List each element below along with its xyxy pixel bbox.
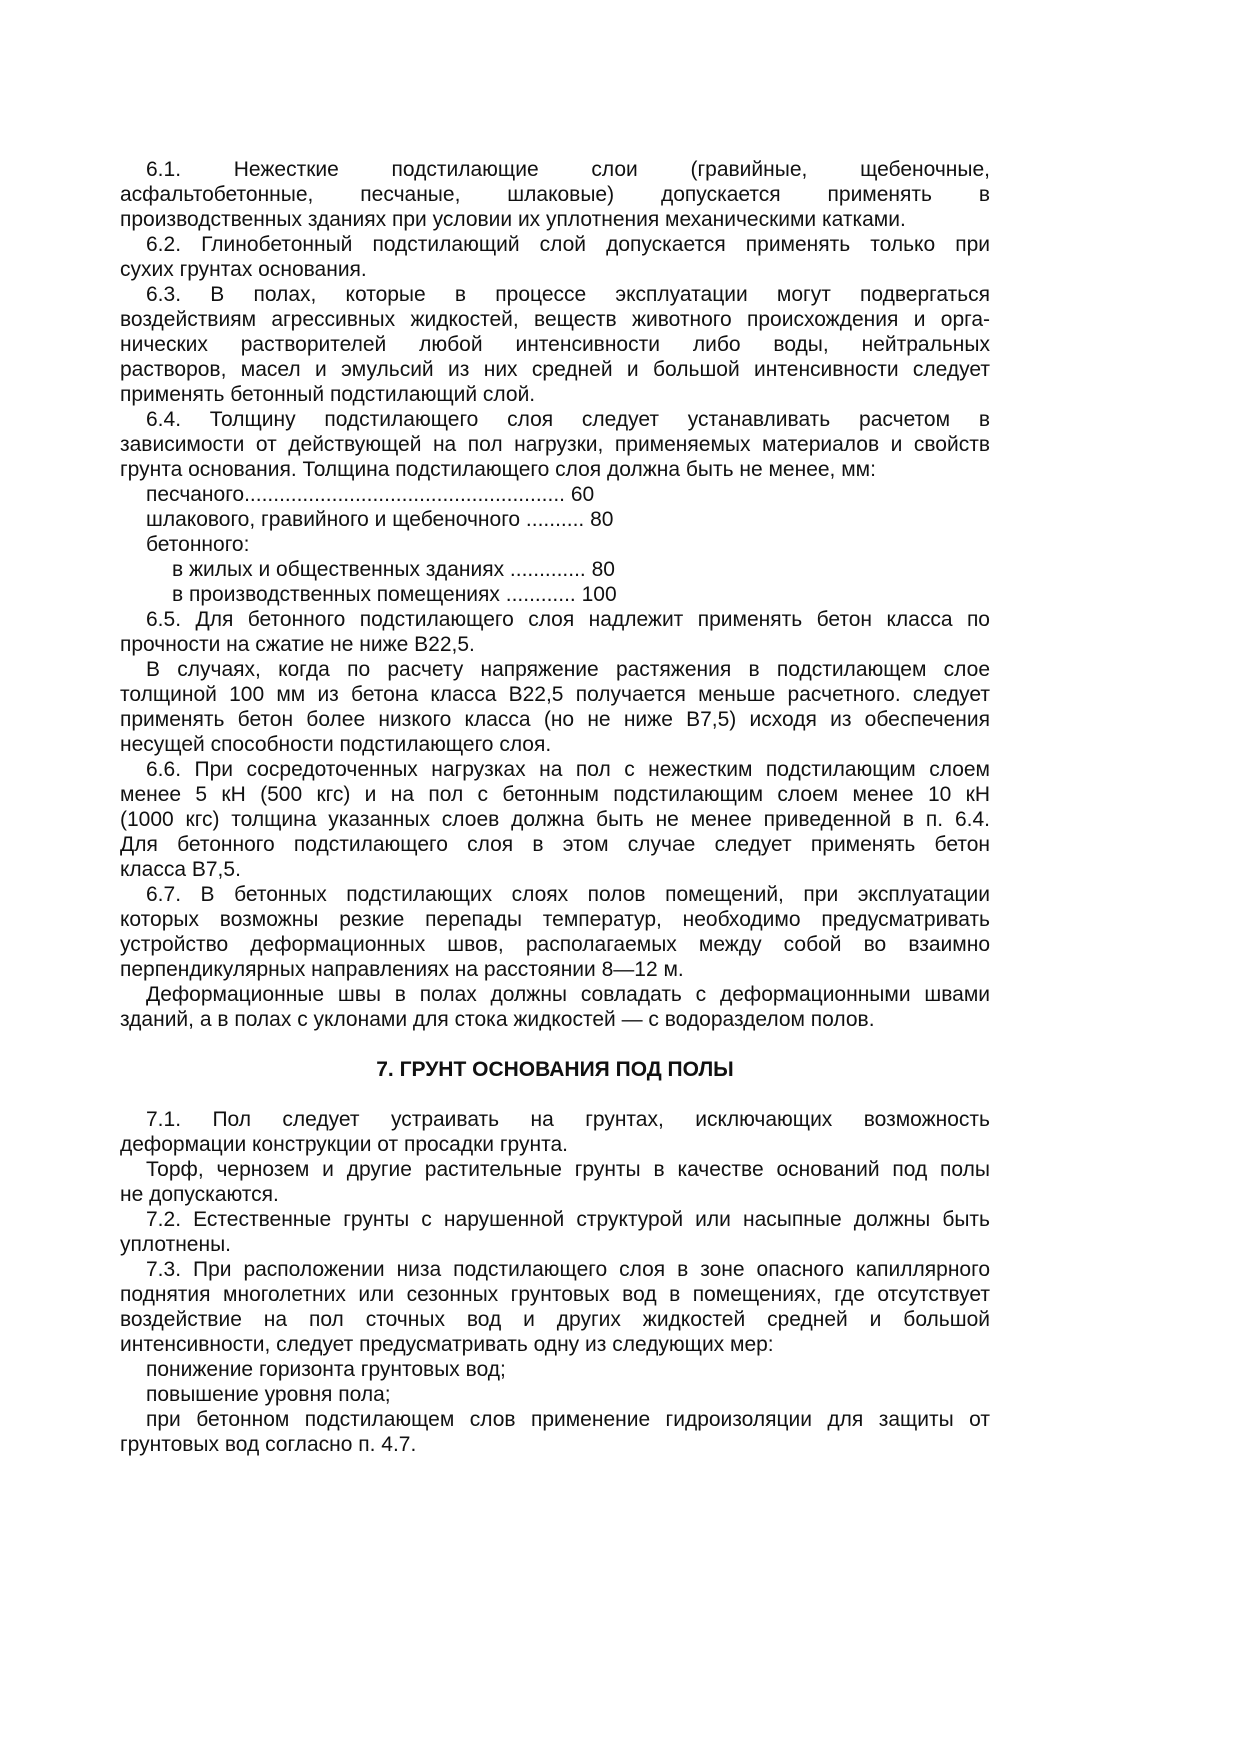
text-line: грунта основания. Толщина подстилающего слоя должна быть не менее, мм: [120, 458, 876, 481]
text-line: 7.1. Пол следует устраивать на грунтах, исключающих возможность [146, 1108, 990, 1131]
list-item [120, 482, 990, 507]
text-line: 6.7. В бетонных подстилающих слоях полов помещений, при эксплуатации [146, 883, 990, 906]
text-line: 7.3. При расположении низа подстилающего слоя в зоне опасного капиллярного [146, 1258, 990, 1281]
list-item [120, 532, 990, 557]
text-line: несущей способности подстилающего слоя. [120, 733, 552, 756]
text-line: растворов, масел и эмульсий из них средней и большой интенсивности следует [120, 358, 990, 381]
text-line: интенсивности, следует предусматривать одну из следующих мер: [120, 1333, 774, 1356]
text-line: 6.3. В полах, которые в процессе эксплуатации могут подвергаться [146, 283, 990, 306]
text-line: производственных зданиях при условии их уплотнения механическими катками. [120, 208, 906, 231]
section-6 [120, 157, 990, 1032]
text-line: 6.1. Нежесткие подстилающие слои (гравийные, щебеночные, [146, 158, 990, 181]
text-line: 6.2. Глинобетонный подстилающий слой допускается применять только при [146, 233, 990, 256]
text-line: 7.2. Естественные грунты с нарушенной структурой или насыпные должны быть [146, 1208, 990, 1231]
section-7-heading: 7. ГРУНТ ОСНОВАНИЯ ПОД ПОЛЫ [376, 1058, 734, 1081]
text-line: перпендикулярных направлениях на расстоянии 8—12 м. [120, 958, 684, 981]
text-line: менее 5 кН (500 кгс) и на пол с бетонным подстилающим слоем менее 10 кН [120, 783, 990, 806]
paragraph [120, 282, 990, 407]
paragraph [120, 607, 990, 657]
text-line: 6.6. При сосредоточенных нагрузках на пол с нежестким подстилающим слоем [146, 758, 990, 781]
section-7 [120, 1107, 990, 1457]
text-line: песчаного....................................................... 60 [146, 483, 595, 506]
paragraph [120, 1107, 990, 1157]
paragraph [120, 407, 990, 482]
text-line: поднятия многолетних или сезонных грунтовых вод в помещениях, где отсутствует [120, 1283, 990, 1306]
paragraph [120, 882, 990, 982]
paragraph [120, 1407, 990, 1457]
text-line: 6.4. Толщину подстилающего слоя следует устанавливать расчетом в [146, 408, 990, 431]
list-item [120, 507, 990, 532]
text-line: повышение уровня пола; [146, 1383, 391, 1406]
text-line: (1000 кгс) толщина указанных слоев должна быть не менее приведенной в п. 6.4. [120, 808, 990, 831]
paragraph [120, 1157, 990, 1207]
document-page [120, 157, 990, 1457]
text-line: в жилых и общественных зданиях ............. 80 [172, 558, 615, 581]
text-line: воздействиям агрессивных жидкостей, веществ животного происхождения и орга- [120, 308, 990, 331]
text-line: не допускаются. [120, 1183, 279, 1206]
text-line: применять бетонный подстилающий слой. [120, 383, 536, 406]
text-line: грунтовых вод согласно п. 4.7. [120, 1433, 417, 1456]
list-item [120, 1357, 990, 1382]
text-line: нических растворителей любой интенсивности либо воды, нейтральных [120, 333, 990, 356]
paragraph [120, 657, 990, 757]
text-line: которых возможны резкие перепады температур, необходимо предусматривать [120, 908, 990, 931]
text-line: асфальтобетонные, песчаные, шлаковые) допускается применять в [120, 183, 990, 206]
text-line: класса В7,5. [120, 858, 241, 881]
text-line: устройство деформационных швов, располагаемых между собой во взаимно [120, 933, 990, 956]
text-line: в производственных помещениях ............ 100 [172, 583, 617, 606]
list-item [120, 582, 990, 607]
text-line: зависимости от действующей на пол нагрузки, применяемых материалов и свойств [120, 433, 990, 456]
list-item [120, 557, 990, 582]
paragraph [120, 1257, 990, 1357]
text-line: при бетонном подстилающем слов применение гидроизоляции для защиты от [146, 1408, 990, 1431]
text-line: прочности на сжатие не ниже В22,5. [120, 633, 475, 656]
text-line: толщиной 100 мм из бетона класса В22,5 получается меньше расчетного. следует [120, 683, 990, 706]
text-line: воздействие на пол сточных вод и других жидкостей средней и большой [120, 1308, 990, 1331]
text-line: сухих грунтах основания. [120, 258, 367, 281]
text-line: уплотнены. [120, 1233, 231, 1256]
text-line: понижение горизонта грунтовых вод; [146, 1358, 506, 1381]
paragraph [120, 157, 990, 232]
text-line: В случаях, когда по расчету напряжение растяжения в подстилающем слое [146, 658, 990, 681]
list-item [120, 1382, 990, 1407]
text-line: деформации конструкции от просадки грунта. [120, 1133, 568, 1156]
paragraph [120, 232, 990, 282]
text-line: бетонного: [146, 533, 250, 556]
text-line: зданий, а в полах с уклонами для стока жидкостей — с водоразделом полов. [120, 1008, 875, 1031]
text-line: Для бетонного подстилающего слоя в этом случае следует применять бетон [120, 833, 990, 856]
paragraph [120, 1207, 990, 1257]
text-line: 6.5. Для бетонного подстилающего слоя надлежит применять бетон класса по [146, 608, 990, 631]
text-line: применять бетон более низкого класса (но не ниже В7,5) исходя из обеспечения [120, 708, 990, 731]
text-line: Деформационные швы в полах должны совладать с деформационными швами [146, 983, 990, 1006]
text-line: Торф, чернозем и другие растительные грунты в качестве оснований под полы [146, 1158, 990, 1181]
paragraph [120, 982, 990, 1032]
paragraph [120, 757, 990, 882]
text-line: шлакового, гравийного и щебеночного .......... 80 [146, 508, 614, 531]
